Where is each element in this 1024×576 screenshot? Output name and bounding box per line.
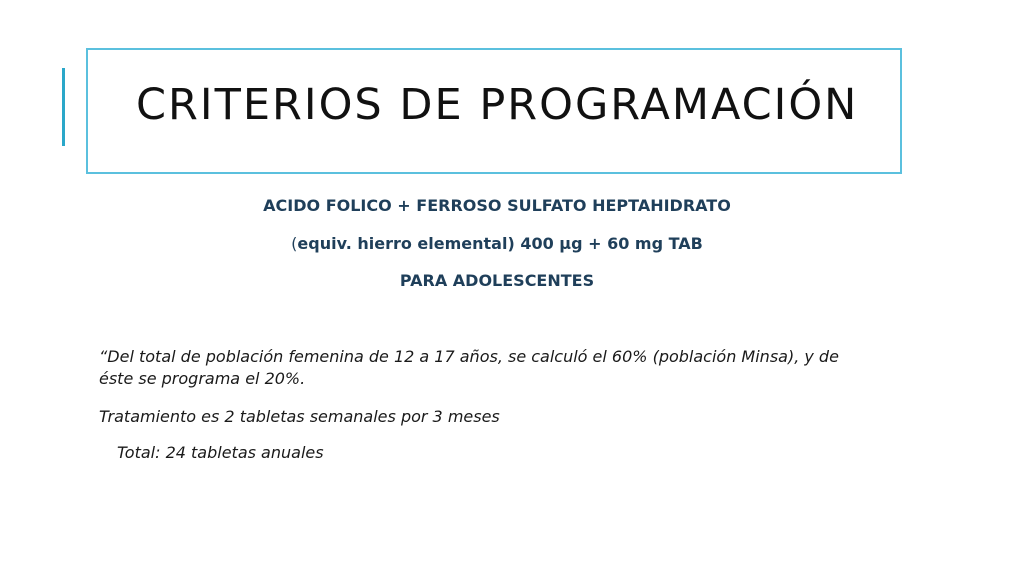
total-paragraph: Total: 24 tabletas anuales	[117, 443, 324, 462]
drug-name-line: ACIDO FOLICO + FERROSO SULFATO HEPTAHIDRATO	[263, 196, 731, 215]
target-group-line: PARA ADOLESCENTES	[399, 271, 595, 290]
dosage-suffix: ) 400 µg + 60 mg TAB	[507, 234, 703, 253]
calculation-paragraph: “Del total de población femenina de 12 a 17 años, se calculó el 60% (población Minsa), y de éste se programa el 20%.	[99, 347, 839, 388]
title-box	[86, 48, 902, 174]
treatment-paragraph: Tratamiento es 2 tabletas semanales por 3 meses	[99, 407, 500, 426]
accent-line	[62, 68, 65, 146]
dosage-main: equiv. hierro elemental	[297, 234, 508, 253]
dosage-prefix: (	[291, 234, 298, 253]
slide-title: CRITERIOS DE PROGRAMACIÓN	[136, 80, 859, 130]
drug-dosage-line	[0, 234, 994, 253]
